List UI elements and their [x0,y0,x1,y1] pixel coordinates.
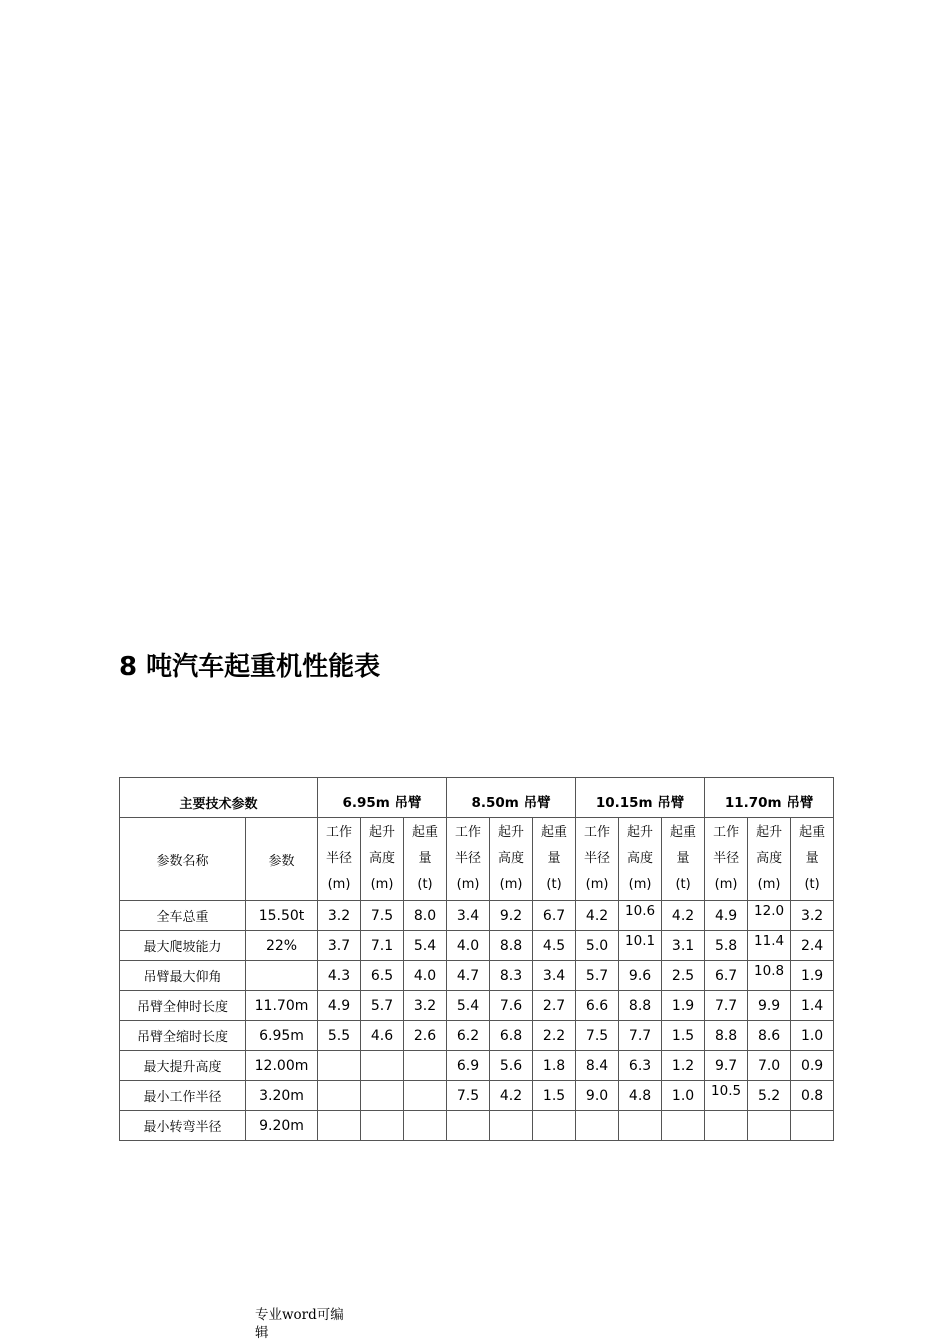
sub-header-cell [533,818,576,901]
data-cell: 7.5 [447,1081,490,1111]
data-cell: 9.0 [576,1081,619,1111]
sub-header-cell [361,818,404,901]
data-cell: 4.2 [490,1081,533,1111]
data-cell: 5.2 [748,1081,791,1111]
data-cell: 7.5 [361,901,404,931]
param-value-cell: 15.50t [246,901,318,931]
table-row [120,1081,834,1111]
data-cell: 2.2 [533,1021,576,1051]
param-value-cell: 9.20m [246,1111,318,1141]
data-cell: 5.4 [447,991,490,1021]
param-name-cell: 最小转弯半径 [120,1111,246,1141]
param-name-cell: 吊臂最大仰角 [120,961,246,991]
param-name-cell: 最小工作半径 [120,1081,246,1111]
sub-header-cell [748,818,791,901]
sub-header-cell [318,818,361,901]
page-title: 8 吨汽车起重机性能表 [119,652,381,682]
data-cell [619,931,662,961]
sub-header-line: 工作 [713,825,740,840]
sub-header-line: (m) [370,877,394,892]
sub-header-line: 工作 [326,825,353,840]
param-name-cell: 吊臂全缩时长度 [120,1021,246,1051]
sub-header-cell [490,818,533,901]
sub-header-line: 量 [547,851,561,866]
sub-header-line: (m) [628,877,652,892]
data-cell [576,1111,619,1141]
sub-header-line: 起重 [799,825,826,840]
data-cell: 4.5 [533,931,576,961]
data-cell: 8.0 [404,901,447,931]
sub-header-line: 半径 [455,851,482,866]
sub-header-line: 起重 [670,825,697,840]
data-cell: 8.4 [576,1051,619,1081]
data-cell: 3.1 [662,931,705,961]
param-value-cell: 11.70m [246,991,318,1021]
data-cell [748,931,791,961]
sub-header-line: 起重 [412,825,439,840]
data-cell: 8.8 [490,931,533,961]
data-cell: 7.1 [361,931,404,961]
param-value-cell: 3.20m [246,1081,318,1111]
data-cell: 5.0 [576,931,619,961]
data-cell [619,1111,662,1141]
data-cell: 4.0 [447,931,490,961]
data-cell-value: 10.6 [625,903,656,919]
performance-table [119,777,834,1141]
data-cell [318,1051,361,1081]
boom-header-cell: 11.70m 吊臂 [705,778,834,818]
data-cell: 4.2 [662,901,705,931]
sub-header-line: 半径 [326,851,353,866]
data-cell: 8.3 [490,961,533,991]
param-value-cell: 22% [246,931,318,961]
data-cell: 6.5 [361,961,404,991]
sub-header-cell [662,818,705,901]
sub-header-cell [705,818,748,901]
sub-header-line: 量 [418,851,432,866]
data-cell: 1.5 [533,1081,576,1111]
data-cell: 1.5 [662,1021,705,1051]
sub-header-line: (m) [456,877,480,892]
data-cell: 8.8 [619,991,662,1021]
data-cell: 0.9 [791,1051,834,1081]
table-row [120,901,834,931]
table-row [120,931,834,961]
data-cell: 6.6 [576,991,619,1021]
param-name-cell: 最大爬坡能力 [120,931,246,961]
data-cell-value: 10.1 [625,933,656,949]
data-cell: 4.2 [576,901,619,931]
sub-header-cell [404,818,447,901]
table-header-row [120,778,834,818]
sub-header-line: (m) [499,877,523,892]
data-cell: 3.2 [791,901,834,931]
data-cell: 7.7 [619,1021,662,1051]
sub-header-line: (t) [417,877,433,892]
param-value-cell [246,961,318,991]
data-cell [404,1051,447,1081]
sub-header-line: (t) [546,877,562,892]
sub-header-line: 工作 [455,825,482,840]
sub-header-line: (m) [714,877,738,892]
param-name-cell: 最大提升高度 [120,1051,246,1081]
data-cell: 5.8 [705,931,748,961]
boom-header-cell: 10.15m 吊臂 [576,778,705,818]
sub-header-line: 起升 [369,825,396,840]
data-cell: 6.7 [705,961,748,991]
data-cell [662,1111,705,1141]
sub-header-line: 高度 [498,851,525,866]
data-cell: 9.9 [748,991,791,1021]
data-cell: 5.5 [318,1021,361,1051]
sub-header-line: 高度 [756,851,783,866]
sub-header-line: (m) [585,877,609,892]
sub-header-cell [447,818,490,901]
data-cell: 9.6 [619,961,662,991]
table-row [120,1021,834,1051]
data-cell: 4.8 [619,1081,662,1111]
data-cell: 6.8 [490,1021,533,1051]
data-cell [533,1111,576,1141]
table-row [120,961,834,991]
sub-header-line: (t) [804,877,820,892]
data-cell-value: 10.5 [711,1083,742,1099]
data-cell: 6.2 [447,1021,490,1051]
data-cell: 1.0 [791,1021,834,1051]
data-cell: 6.7 [533,901,576,931]
data-cell: 2.4 [791,931,834,961]
boom-header-cell: 6.95m 吊臂 [318,778,447,818]
data-cell: 4.9 [705,901,748,931]
data-cell: 8.6 [748,1021,791,1051]
table-subheader-row [120,818,834,901]
param-name-header: 参数名称 [120,818,246,901]
data-cell [748,961,791,991]
param-value-cell: 6.95m [246,1021,318,1051]
data-cell: 2.7 [533,991,576,1021]
footer-note: 专业word可编辑 [255,1307,344,1341]
sub-header-line: 起升 [627,825,654,840]
data-cell: 3.2 [318,901,361,931]
data-cell [361,1111,404,1141]
data-cell: 4.6 [361,1021,404,1051]
data-cell: 4.7 [447,961,490,991]
sub-header-line: 起重 [541,825,568,840]
data-cell: 1.8 [533,1051,576,1081]
data-cell [318,1111,361,1141]
data-cell: 0.8 [791,1081,834,1111]
data-cell: 7.5 [576,1021,619,1051]
data-cell: 3.4 [447,901,490,931]
data-cell: 2.5 [662,961,705,991]
data-cell [361,1081,404,1111]
data-cell: 1.9 [791,961,834,991]
data-cell: 8.8 [705,1021,748,1051]
data-cell [791,1111,834,1141]
param-name-cell: 全车总重 [120,901,246,931]
sub-header-line: 起升 [498,825,525,840]
data-cell: 5.7 [576,961,619,991]
data-cell: 7.7 [705,991,748,1021]
data-cell: 1.2 [662,1051,705,1081]
data-cell [705,1081,748,1111]
sub-header-cell [619,818,662,901]
table-row [120,1051,834,1081]
data-cell [404,1081,447,1111]
sub-header-line: (m) [757,877,781,892]
data-cell-value: 11.4 [754,933,785,949]
data-cell [361,1051,404,1081]
sub-header-line: 量 [676,851,690,866]
data-cell: 7.6 [490,991,533,1021]
data-cell: 3.4 [533,961,576,991]
data-cell: 1.0 [662,1081,705,1111]
data-cell: 5.7 [361,991,404,1021]
data-cell: 4.0 [404,961,447,991]
data-cell-value: 10.8 [754,963,785,979]
data-cell: 6.9 [447,1051,490,1081]
data-cell: 7.0 [748,1051,791,1081]
sub-header-line: 半径 [713,851,740,866]
data-cell: 2.6 [404,1021,447,1051]
data-cell [619,901,662,931]
data-cell: 9.2 [490,901,533,931]
data-cell [318,1081,361,1111]
sub-header-line: 起升 [756,825,783,840]
sub-header-line: 高度 [369,851,396,866]
data-cell: 4.9 [318,991,361,1021]
data-cell [490,1111,533,1141]
sub-header-line: 高度 [627,851,654,866]
boom-header-cell: 8.50m 吊臂 [447,778,576,818]
sub-header-line: 半径 [584,851,611,866]
data-cell-value: 12.0 [754,903,785,919]
data-cell: 1.9 [662,991,705,1021]
data-cell: 9.7 [705,1051,748,1081]
data-cell: 3.2 [404,991,447,1021]
main-header-cell: 主要技术参数 [120,778,318,818]
data-cell [447,1111,490,1141]
data-cell: 5.4 [404,931,447,961]
sub-header-line: 量 [805,851,819,866]
data-cell [748,1111,791,1141]
sub-header-cell [791,818,834,901]
data-cell: 3.7 [318,931,361,961]
table-row [120,991,834,1021]
table-row [120,1111,834,1141]
data-cell: 4.3 [318,961,361,991]
param-value-cell: 12.00m [246,1051,318,1081]
data-cell [705,1111,748,1141]
data-cell: 6.3 [619,1051,662,1081]
sub-header-cell [576,818,619,901]
data-cell [404,1111,447,1141]
param-value-header: 参数 [246,818,318,901]
sub-header-line: (t) [675,877,691,892]
param-name-cell: 吊臂全伸时长度 [120,991,246,1021]
data-cell [748,901,791,931]
data-cell: 5.6 [490,1051,533,1081]
sub-header-line: (m) [327,877,351,892]
sub-header-line: 工作 [584,825,611,840]
data-cell: 1.4 [791,991,834,1021]
